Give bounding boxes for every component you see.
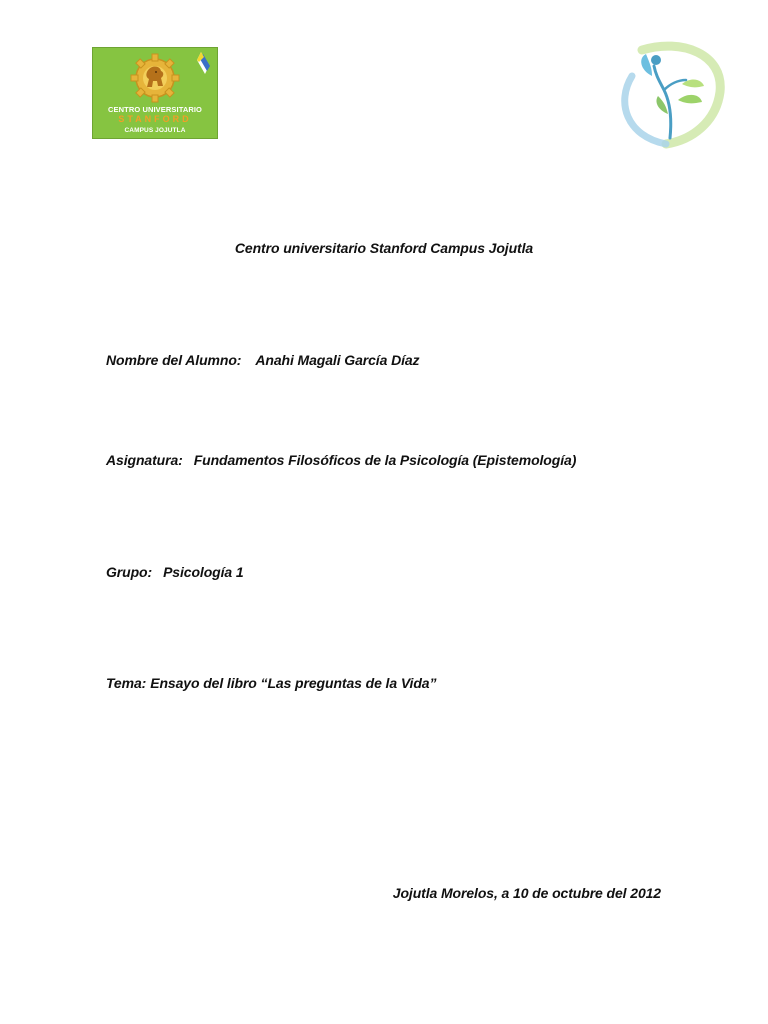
student-value: Anahi Magali García Díaz	[255, 352, 420, 368]
place-date: Jojutla Morelos, a 10 de octubre del 2012	[392, 885, 661, 901]
stanford-logo	[92, 47, 218, 139]
plant-figure-icon	[612, 40, 730, 152]
student-label: Nombre del Alumno:	[106, 352, 242, 368]
logo-text-line2: STANFORD	[118, 114, 192, 124]
topic-row	[106, 675, 436, 691]
group-label: Grupo:	[106, 564, 153, 580]
logo-text-line1: CENTRO UNIVERSITARIO	[108, 105, 202, 114]
institution-title-text: Centro universitario Stanford Campus Jojutla	[234, 240, 534, 256]
subject-row	[106, 452, 576, 468]
student-row	[106, 352, 419, 368]
logo-text-line3: CAMPUS JOJUTLA	[124, 127, 186, 134]
topic-value: Ensayo del libro “Las preguntas de la Vida”	[150, 675, 437, 691]
group-row	[106, 564, 244, 580]
topic-label: Tema:	[106, 675, 147, 691]
stanford-gear-lion-icon	[93, 48, 218, 139]
group-value: Psicología 1	[163, 564, 244, 580]
psychology-logo	[612, 40, 730, 152]
subject-value: Fundamentos Filosóficos de la Psicología (Epistemología)	[193, 452, 577, 468]
subject-label: Asignatura:	[106, 452, 183, 468]
institution-title	[0, 240, 768, 256]
